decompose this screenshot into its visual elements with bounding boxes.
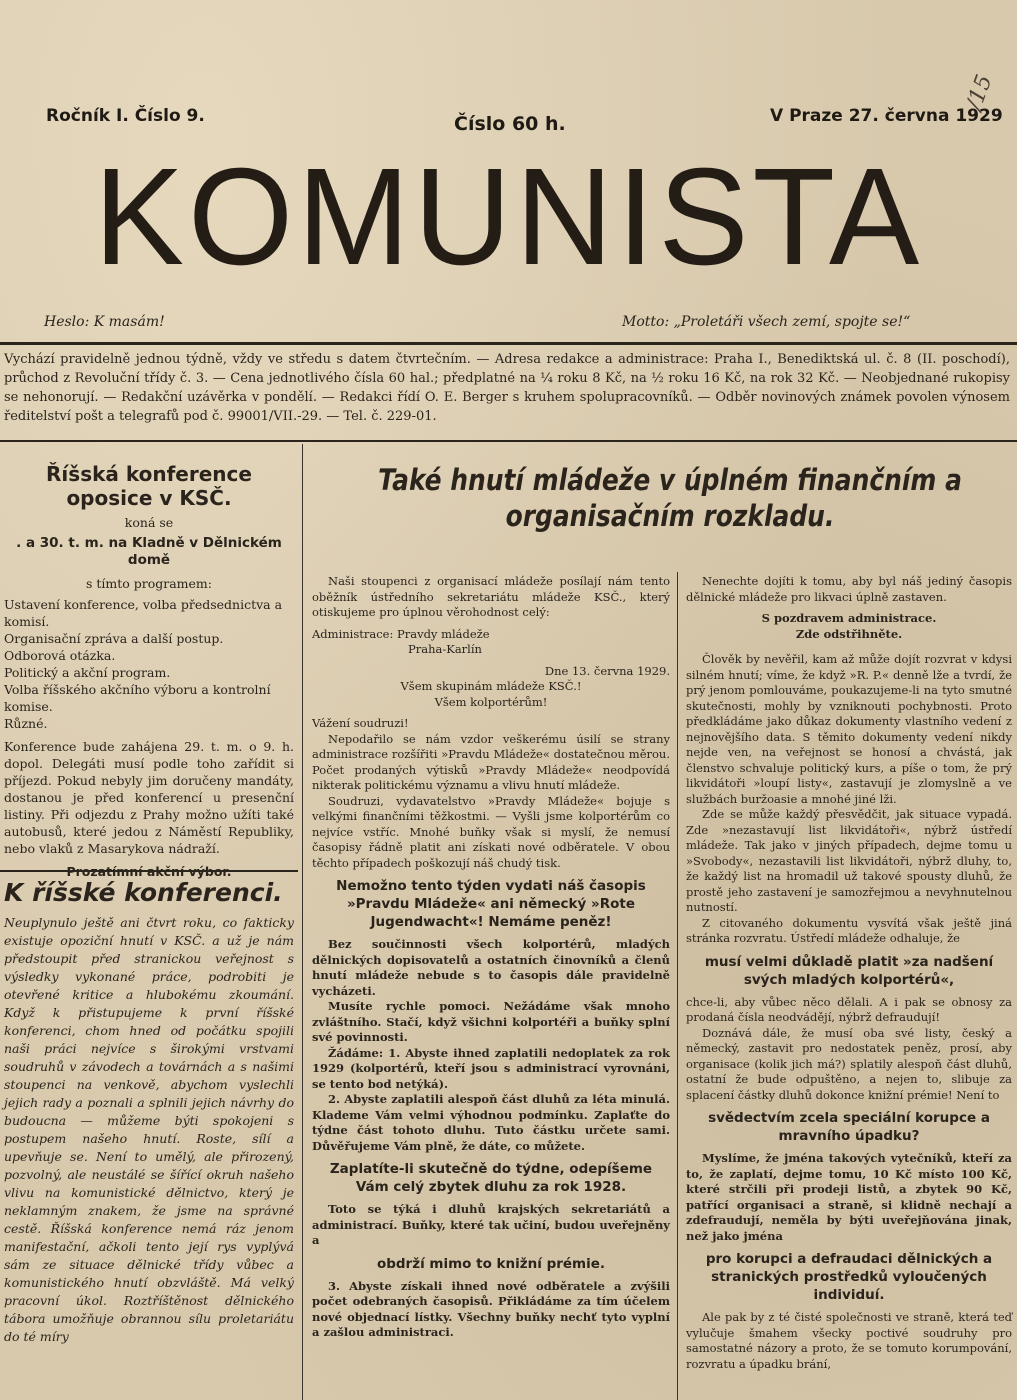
conference-article-title: K říšské konferenci.	[4, 878, 283, 907]
col1-heading: Zaplatíte-li skutečně do týdne, odepíšeme Vám celý zbytek dluhu za rok 1928.	[329, 1161, 653, 1195]
conference-when: . a 30. t. m. na Kladně v Dělnickém domě	[16, 535, 282, 568]
col1-paragraph: 3. Abyste získali ihned nové odběratele a zvýšili počet odebraných časopisů. Přikládáme za tím účelem nové objednací lístky. Všechny buňky nechť tyto vyplní a zašlou administraci.	[312, 1278, 670, 1339]
publication-info: Vychází pravidelně jednou týdně, vždy ve středu s datem čtvrtečním. — Adresa redakce a administrace: Praha I., Benediktská ul. č. 8 (II. poschodí), průchod z Revoluční třídy č. 3. — Cena jednotlivého čísla 60 hal.; předplatné na ¼ roku 8 Kč, na ½ roku 16 Kč, na rok 32 Kč. — Neobjednané rukopisy se nehonorují. — Redakční uzávěrka v pondělí. — Redakci řídí O. E. Berger s kruhem spolupracovníků. — Odběr novinových známek povolen výnosem ředitelství pošt a telegrafů pod č. 99001/VII.-29. — Tel. č. 229-01.	[4, 352, 1010, 424]
program-item: Politický a akční program.	[4, 665, 171, 680]
conference-program-list	[4, 596, 294, 732]
conference-article-body: Neuplynulo ještě ani čtvrt roku, co fakticky existuje opoziční hnutí v KSČ. a už je nám předstoupit před stranickou veřejnost s výsledky vykonané práce, podrobiti je otevřené kritice a hlubokému zkoumání. Když k přistupujeme k první říšské konferenci, chom hned od počátku spojili naši práci nejvíce s širokými vrstvami soudruhů v závodech a továrnách a s našimi stoupenci na venkově, abychom vyslechli jejich rady a poznali a splnili jejich návrhy do budoucna — můžeme býti spokojeni s postupem našeho hnutí. Roste, sílí a upevňuje se. Není to umělý, ale přirozený, pozvolný, ale neustálé se šířící okruh našeho vlivu na komunistické dělnictvo, který je neklamným znakem, že jsme na správné cestě. Říšská konference nemá ráz jenom manifestační, ačkoli tento její rys vyplývá sám ze situace dělnické třídy vůbec a komunistického hnutí obzvláště. Má velký pracovní úkol. Roztříštěnost dělnického tábora umožňuje obrannou sílu proletariátu do té míry	[4, 915, 294, 1344]
col2-paragraph: Doznává dále, že musí oba své listy, český a německý, zastavit pro nedostatek peněz, prosí, aby organisace (kolik jich má?) splatily alespoň část dluhů, ostatní že bude odpuštěno, a nejen to, slibuje za splacení částky dluhů dokonce knižní prémie! Není to	[686, 1025, 1012, 1102]
col1-admin-place: Praha-Karlín	[408, 642, 482, 656]
col2-heading: svědectvím zcela speciální korupce a mravního úpadku?	[708, 1110, 990, 1144]
masthead-rule	[0, 342, 1017, 345]
col1-salutation: Vážení soudruzi!	[312, 716, 409, 730]
col1-intro: Naši stoupenci z organisací mládeže posílají nám tento oběžník ústředního sekretariátu mládeže KSČ., který otiskujeme pro úplnou věrohodnost celý:	[312, 574, 670, 619]
conference-kona: koná se	[124, 515, 174, 530]
masthead-title: KOMUNISTA	[93, 140, 924, 294]
column-rule-right	[677, 572, 678, 1400]
issue-price: Číslo 60 h.	[454, 113, 566, 135]
col1-paragraph: Bez součinnosti všech kolportérů, mladých dělnických dopisovatelů a ostatních činovníků a členů hnutí mládeže nebude s to časopis dále pravidelně vycházeti.	[312, 937, 670, 998]
main-article-title: Také hnutí mládeže v úplném finančním a organisačním rozkladu.	[378, 463, 962, 533]
main-article-col2	[686, 574, 1012, 1400]
left-article-rule	[0, 870, 298, 872]
program-item: Ustavení konference, volba předsednictva a komisí.	[4, 597, 283, 629]
col2-paragraph: Člověk by nevěřil, kam až může dojít rozvrat v kdysi silném hnutí; víme, že když »R. P.« denně lže a tvrdí, že prý jenom pomlouváme, poukazujeme-li na tyto smutné skutečnosti, mohly by vzniknouti pochybnosti. Proto předkládáme jako důkaz dokumenty vlastního vedení z nejnovějšího data. S těmito dokumenty vedení nikdy nejde ven, na veřejnost se honosí a chvástá, jak členstvo schvaluje politický kurs, a píše o tom, že prý likvidátoři »loupí listy«, zastavují je zlomyslně a ve službách buržoasie a mnohé jiné lži.	[686, 652, 1012, 806]
col1-admin: Administrace: Pravdy mládeže	[312, 626, 490, 641]
col1-paragraph: Soudruzi, vydavatelstvo »Pravdy Mládeže« bojuje s velkými finančními těžkostmi. — Vyšli jsme kolportérům co nejvíce vstříc. Mnohé buňky však si myslí, že nemusí časopisy řádně platit ani získati nové odběratele. V obou těchto případech poškozují náš chudý tisk.	[312, 793, 670, 870]
issue-date: V Praze 27. června 1929	[770, 106, 1003, 126]
program-item: Volba říšského akčního výboru a kontrolní komise.	[4, 682, 271, 714]
col1-paragraph: Toto se týká i dluhů krajských sekretariátů a administrací. Buňky, které tak učiní, budou uveřejněny a	[312, 1202, 670, 1247]
conference-notice	[4, 462, 294, 862]
col2-paragraph: Myslíme, že jména takových vytečníků, kteří za to, že zaplatí, dejme tomu, 10 Kč místo 100 Kč, které strčili při prodeji listů, a zbytek 90 Kč, patřící organisaci a straně, si klidně nechají a zdefraudují, neměla by býti uveřejňována jinak, než jako jména	[686, 1151, 1012, 1243]
col1-heading: obdrží mimo to knižní prémie.	[376, 1255, 606, 1272]
col1-paragraph: Nepodařilo se nám vzdor veškerému úsilí se strany administrace rozšířiti »Pravdu Mládeže« dostatečnou měrou. Počet prodaných výtisků »Pravdy Mládeže« neodpovídá nikterak politickému významu a vlivu hnutí mládeže.	[312, 731, 670, 792]
col1-address1: Všem skupinám mládeže KSČ.!	[400, 679, 582, 693]
slogan-left: Heslo: K masám!	[44, 314, 165, 330]
col2-heading: pro korupci a defraudaci dělnických a stranických prostředků vyloučených individuí.	[705, 1251, 993, 1303]
program-item: Různé.	[4, 716, 48, 731]
handwritten-mark: /15	[961, 71, 998, 114]
col2-paragraph: Ale pak by z té čisté společnosti ve straně, která teď vylučuje šmahem všecky poctivé soudruhy pro samostatné názory a proto, že se tomuto korumpování, rozvratu a úpadku brání,	[686, 1310, 1012, 1371]
program-item: Organisační zpráva a další postup.	[4, 631, 224, 646]
col2-paragraph: Nenechte dojíti k tomu, aby byl náš jediný časopis dělnické mládeže pro likvaci úplně zastaven.	[686, 574, 1012, 604]
col2-cut-note: Zde odstřihněte.	[795, 626, 903, 641]
col1-address2: Všem kolportérům!	[434, 694, 548, 709]
conference-article	[4, 878, 294, 1400]
col2-heading: musí velmi důkladě platit »za nadšení svých mladých kolportérů«,	[704, 953, 994, 988]
conference-program-intro: s tímto programem:	[85, 576, 213, 591]
conference-title-2: oposice v KSČ.	[66, 486, 232, 510]
col1-dateline: Dne 13. června 1929.	[544, 663, 670, 678]
col1-heading: Nemožno tento týden vydati náš časopis »Pravdu Mládeže« ani německý »Rote Jugendwacht«! Nemáme peněz!	[336, 878, 646, 930]
program-item: Odborová otázka.	[4, 648, 116, 663]
col1-paragraph: 2. Abyste zaplatili alespoň část dluhů za léta minulá. Klademe Vám velmi výhodnou podmínku. Zaplaťte do týdne část tohoto dluhu. Tuto částku určete sami. Důvěřujeme Vám plně, že dáte, co můžete.	[312, 1092, 670, 1153]
col1-paragraph: Žádáme: 1. Abyste ihned zaplatili nedoplatek za rok 1929 (kolportérů, kteří jsou s administrací vyrovnáni, se tento bod netýká).	[312, 1045, 670, 1091]
conference-title-1: Říšská konference	[46, 462, 252, 486]
info-rule	[0, 440, 1017, 442]
col1-paragraph: Musíte rychle pomoci. Nežádáme však mnoho zvláštního. Stačí, když všichni kolportéři a buňky splní své povinnosti.	[312, 999, 670, 1044]
motto-right: Motto: „Proletáři všech zemí, spojte se!“	[622, 314, 911, 330]
col2-paragraph: Z citovaného dokumentu vysvítá však ještě jiná stránka rozvratu. Ústředí mládeže odhaluje, že	[686, 915, 1012, 945]
conference-body: Konference bude zahájena 29. t. m. o 9. h. dopol. Delegáti musí podle toho zařídit si příjezd. Pokud nebyly jim doručeny mandáty, dostanou je před konferencí u presenční listiny. Při odjezdu z Prahy možno užíti také autobusů, které jedou z Náměstí Republiky, nebo vlaků z Masarykova nádraží.	[4, 739, 294, 856]
column-rule-left	[302, 444, 303, 1400]
issue-number: Ročník I. Číslo 9.	[46, 106, 205, 126]
col2-greeting: S pozdravem administrace.	[761, 611, 937, 625]
main-article-col1	[312, 574, 670, 1400]
col2-paragraph: Zde se může každý přesvědčit, jak situace vypadá. Zde »nezastavují list likvidátoři«, nýbrž ústředí mládeže. Tak jako v jiných případech, dejme tomu u »Svobody«, nezastavili list likvidátoři, nýbrž dluhy, to, že každý list na hromadil už takové spousty dluhů, že prostě jeho zastavení je samozřejmou a nevyhnutelnou nutností.	[686, 807, 1012, 914]
col2-paragraph: chce-li, aby vůbec něco dělali. A i pak se obnosy za prodaná čísla neodvádějí, nýbrž defraudují!	[686, 994, 1012, 1024]
